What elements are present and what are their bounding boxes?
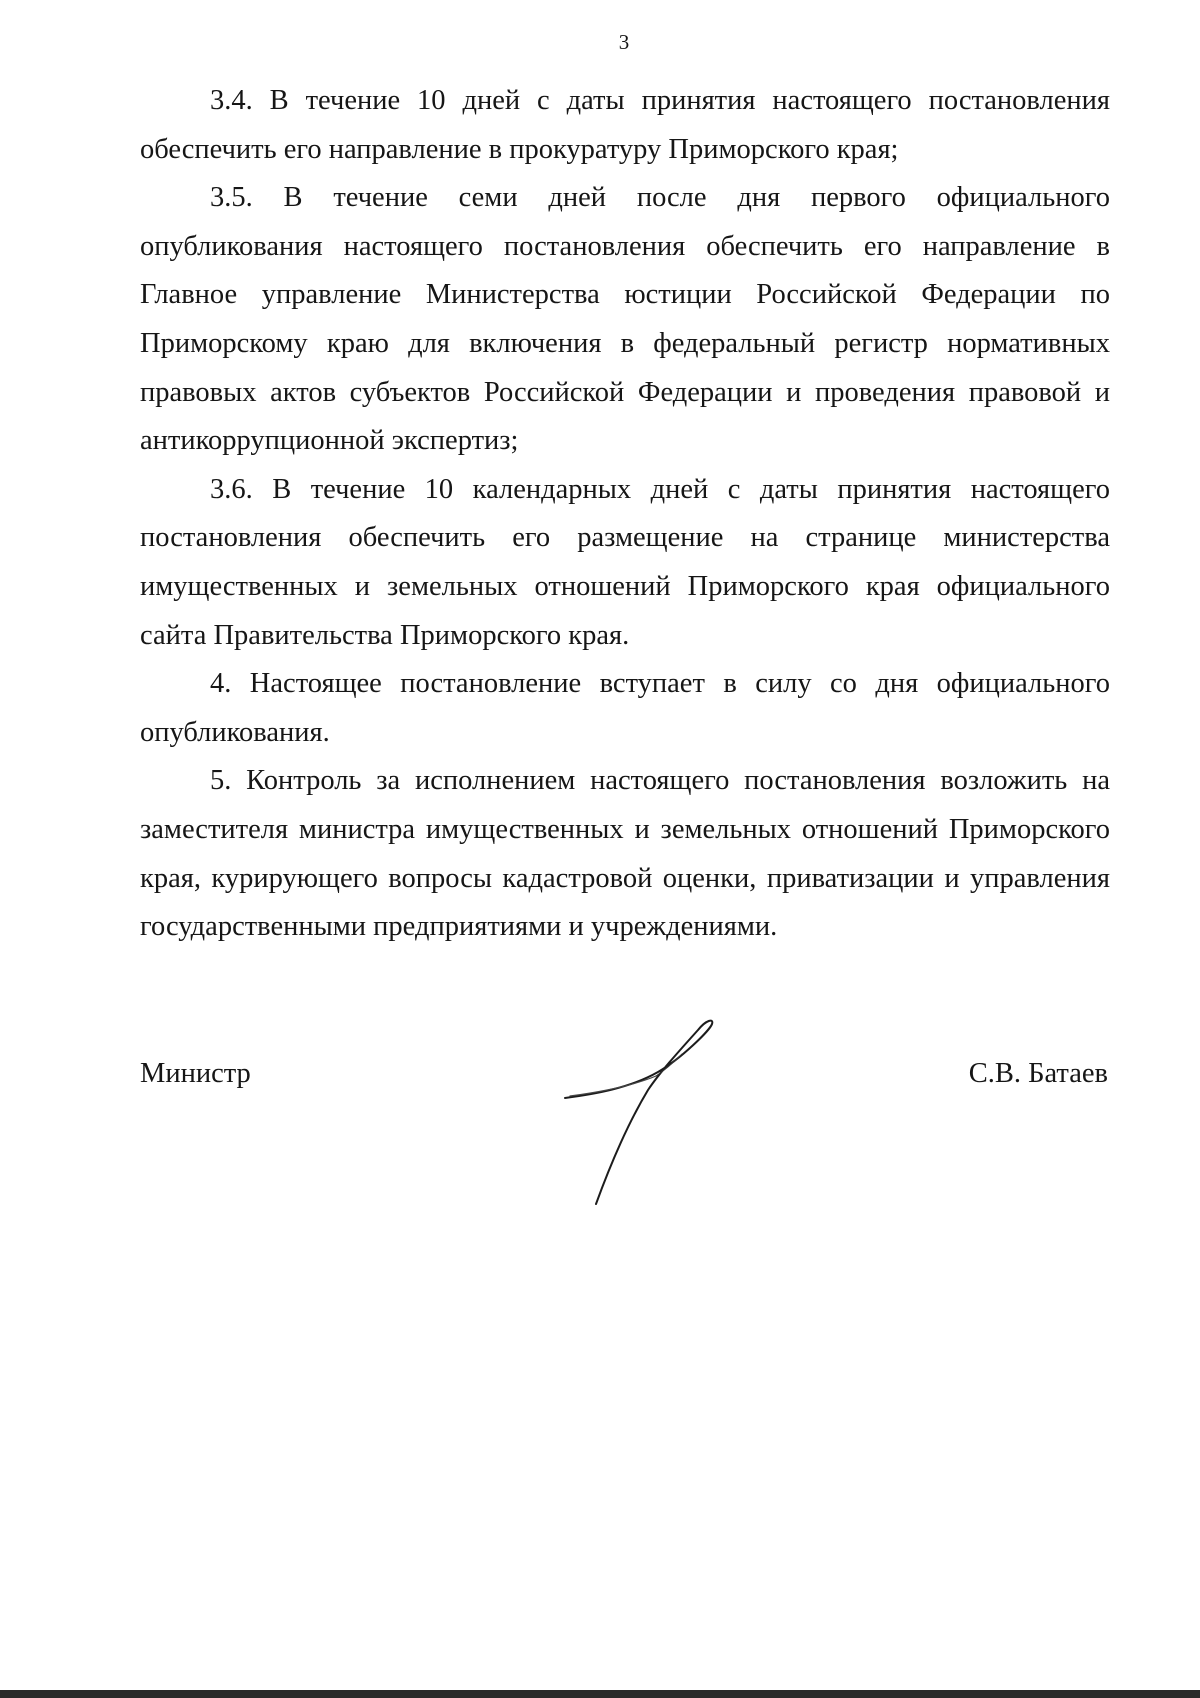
signer-title: Министр (140, 1058, 251, 1089)
signer-name: С.В. Батаев (968, 1058, 1108, 1089)
scan-bottom-edge (0, 1690, 1200, 1698)
paragraph-3-5: 3.5. В течение семи дней после дня первого официального опубликования настоящего постановления обеспечить его направление в Главное управление Министерства юстиции Российской Федерации по Приморскому краю для включения в федеральный регистр нормативных правовых актов субъектов Российской Федерации и проведения правовой и антикоррупционной экспертиз; (140, 182, 1110, 457)
page-number: 3 (618, 30, 630, 54)
document-body (140, 77, 1110, 952)
paragraph-4: 4. Настоящее постановление вступает в силу со дня официального опубликования. (140, 668, 1110, 748)
paragraph-3-4: 3.4. В течение 10 дней с даты принятия настоящего постановления обеспечить его направление в прокуратуру Приморского края; (140, 85, 1110, 165)
paragraph-3-6: 3.6. В течение 10 календарных дней с даты принятия настоящего постановления обеспечить его размещение на странице министерства имущественных и земельных отношений Приморского края официального сайта Правительства Приморского края. (140, 473, 1110, 651)
handwritten-signature (560, 1010, 730, 1210)
paragraph-5: 5. Контроль за исполнением настоящего постановления возложить на заместителя министра имущественных и земельных отношений Приморского края, курирующего вопросы кадастровой оценки, приватизации и управления государственными предприятиями и учреждениями. (140, 765, 1110, 943)
